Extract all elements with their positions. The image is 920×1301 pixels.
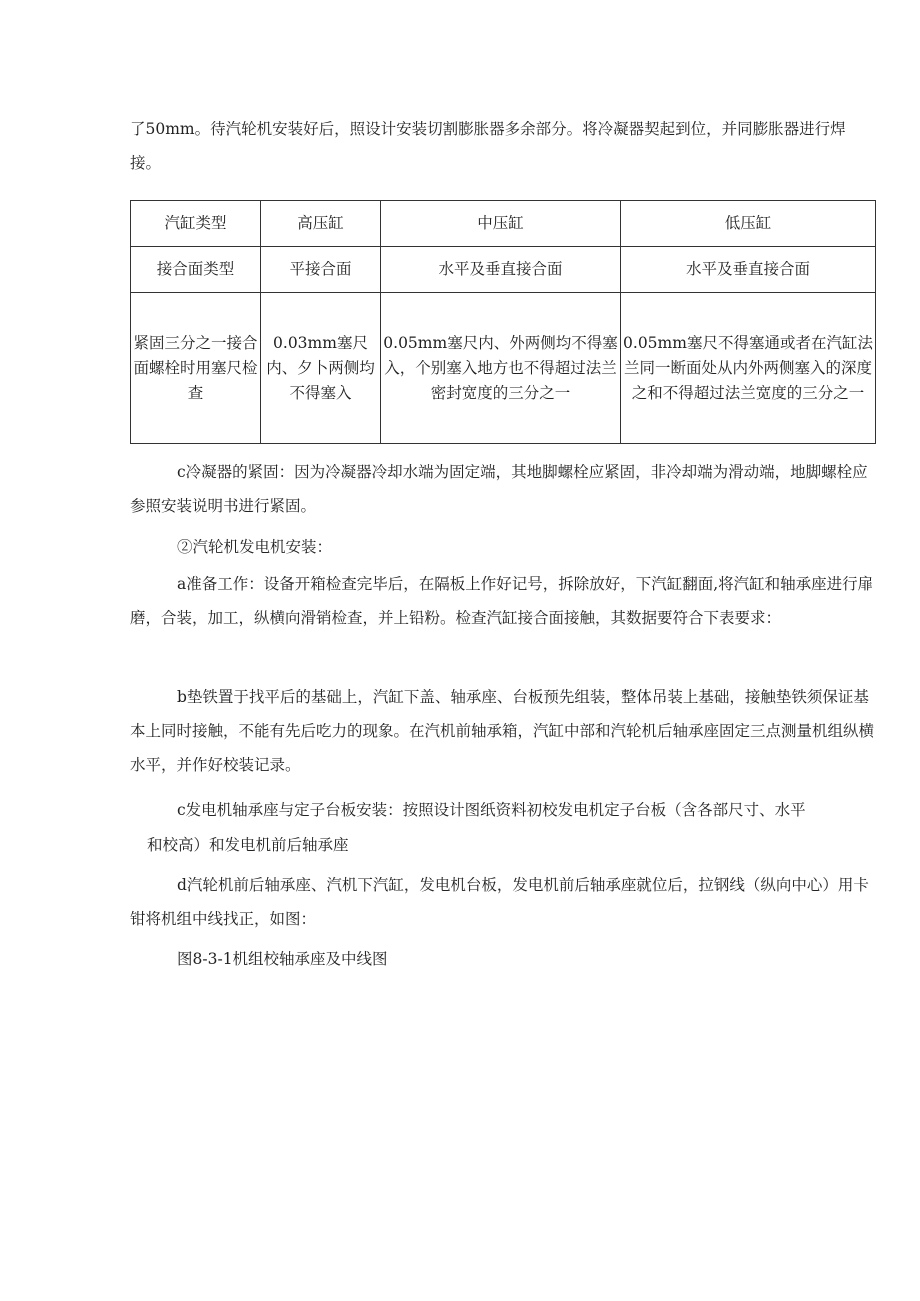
alignment-paragraph: d汽轮机前后轴承座、汽机下汽缸，发电机台板，发电机前后轴承座就位后，拉钢线（纵向中心）用卡钳将机组中线找正，如图： bbox=[130, 876, 869, 928]
table-cell: 0.03mm塞尺内、夕卜两侧均不得塞入 bbox=[261, 293, 381, 444]
table-cell: 平接合面 bbox=[261, 247, 381, 293]
table-row bbox=[131, 201, 876, 247]
table-cell: 接合面类型 bbox=[131, 247, 261, 293]
table-cell: 高压缸 bbox=[261, 201, 381, 247]
section-heading: ②汽轮机发电机安装： bbox=[177, 538, 333, 556]
table-cell: 0.05mm塞尺不得塞通或者在汽缸法兰同一断面处从内外两侧塞入的深度之和不得超过法兰宽度的三分之一 bbox=[621, 293, 876, 444]
table-cell: 水平及垂直接合面 bbox=[621, 247, 876, 293]
table-cell: 水平及垂直接合面 bbox=[381, 247, 621, 293]
table-row bbox=[131, 293, 876, 444]
table-cell: 中压缸 bbox=[381, 201, 621, 247]
table-cell: 0.05mm塞尺内、外两侧均不得塞入，个别塞入地方也不得超过法兰密封宽度的三分之一 bbox=[381, 293, 621, 444]
intro-paragraph: 了50mm。待汽轮机安装好后，照设计安装切割膨胀器多余部分。将冷凝器契起到位，并同膨胀器进行焊接。 bbox=[130, 120, 846, 172]
generator-paragraph-line1: c发电机轴承座与定子台板安装：按照设计图纸资料初校发电机定子台板（含各部尺寸、水平 bbox=[177, 801, 806, 819]
table-cell: 低压缸 bbox=[621, 201, 876, 247]
figure-caption: 图8-3-1机组校轴承座及中线图 bbox=[177, 950, 388, 968]
shim-paragraph: b垫铁置于找平后的基础上，汽缸下盖、轴承座、台板预先组装，整体吊装上基础，接触垫铁须保证基本上同时接触，不能有先后吃力的现象。在汽机前轴承箱，汽缸中部和汽轮机后轴承座固定三点测量机组纵横水平，并作好校装记录。 bbox=[130, 688, 875, 774]
table-cell: 汽缸类型 bbox=[131, 201, 261, 247]
table-row bbox=[131, 247, 876, 293]
condenser-paragraph: c冷凝器的紧固：因为冷凝器冷却水端为固定端，其地脚螺栓应紧固，非冷却端为滑动端，地脚螺栓应参照安装说明书进行紧固。 bbox=[130, 463, 868, 515]
preparation-paragraph: a准备工作：设备开箱检查完毕后，在隔板上作好记号，拆除放好，下汽缸翻面,将汽缸和轴承座进行扉磨，合装，加工，纵横向滑销检查，并上铅粉。检查汽缸接合面接触，其数据要符合下表要求： bbox=[130, 575, 874, 627]
table-cell: 紧固三分之一接合面螺栓时用塞尺检查 bbox=[131, 293, 261, 444]
generator-paragraph-line2: 和校高）和发电机前后轴承座 bbox=[147, 836, 349, 854]
cylinder-contact-table bbox=[130, 200, 876, 444]
